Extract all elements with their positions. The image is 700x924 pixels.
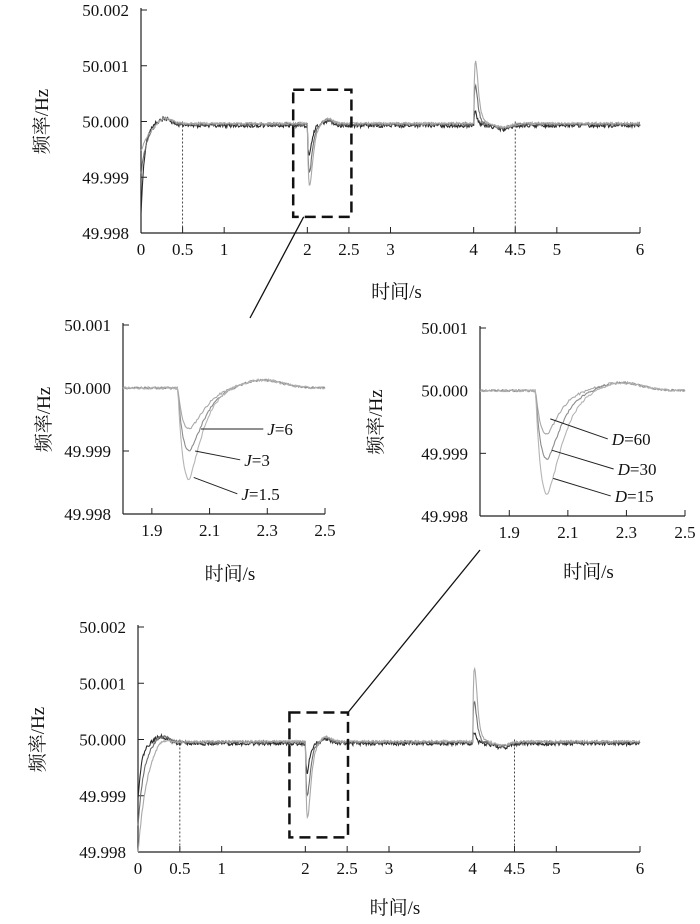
y-tick-label: 49.998: [64, 505, 111, 524]
zoom-connector-lines: [250, 217, 480, 713]
x-tick-label: 5: [552, 240, 562, 259]
y-tick-label: 49.998: [79, 843, 126, 862]
zoom-box: [293, 90, 351, 217]
y-tick-label: 49.999: [82, 168, 129, 188]
x-tick-label: 4.5: [503, 859, 526, 878]
x-tick-label: 2.5: [314, 521, 336, 540]
series-line: [138, 702, 640, 826]
annotation-label: J=6: [267, 419, 293, 439]
series-line: [123, 379, 325, 451]
y-tick-label: 49.999: [64, 442, 111, 461]
x-tick-label: 2.5: [336, 859, 358, 878]
series-line: [141, 86, 640, 174]
y-axis-label: 频率/Hz: [28, 706, 49, 773]
x-tick-label: 2.5: [338, 240, 360, 259]
annotation-leader: [550, 419, 608, 439]
y-tick-label: 49.998: [82, 224, 129, 243]
x-tick-label: 4.5: [504, 240, 526, 259]
y-tick-label: 50.001: [64, 316, 111, 335]
x-tick-label: 3: [384, 859, 394, 878]
x-tick-label: 4: [469, 240, 478, 259]
y-axis-label: 频率/Hz: [34, 386, 55, 453]
x-axis-label: 时间/s: [204, 564, 256, 585]
annotation-label: D=15: [614, 486, 654, 506]
annotation-label: D=30: [617, 460, 657, 479]
annotation-leader: [194, 477, 238, 493]
y-tick-label: 50.000: [64, 379, 111, 398]
annotation-leader: [195, 451, 240, 460]
x-tick-label: 2: [303, 240, 312, 259]
x-tick-label: 0.5: [169, 859, 191, 878]
annotation-label: D=60: [611, 429, 651, 449]
x-tick-label: 0: [136, 240, 146, 259]
x-tick-label: 1: [219, 240, 229, 259]
mid-left-chart: [33, 316, 336, 585]
y-tick-label: 50.002: [79, 618, 126, 637]
x-tick-label: 6: [635, 859, 645, 878]
x-axis-label: 时间/s: [563, 562, 614, 583]
y-tick-label: 50.000: [421, 381, 468, 401]
y-tick-label: 50.001: [82, 56, 129, 76]
y-tick-label: 50.002: [82, 1, 129, 20]
bottom-chart: [27, 618, 644, 919]
y-axis-label: 频率/Hz: [366, 389, 387, 455]
x-tick-label: 0.5: [171, 240, 194, 259]
x-tick-label: 2: [301, 859, 310, 878]
top-chart: [31, 1, 644, 303]
y-tick-label: 50.001: [421, 319, 468, 338]
series-line: [138, 669, 640, 852]
y-tick-label: 49.998: [421, 507, 468, 526]
annotation-leader: [553, 478, 611, 496]
series-line: [480, 382, 685, 459]
annotation-label: J=3: [244, 450, 270, 470]
annotation-leader: [552, 450, 614, 469]
annotation-label: J=1.5: [241, 484, 280, 504]
x-tick-label: 2.5: [674, 523, 696, 542]
y-tick-label: 50.000: [82, 112, 129, 132]
mid-right-chart: [365, 319, 696, 583]
y-tick-label: 49.999: [421, 444, 468, 464]
x-tick-label: 2.1: [557, 523, 579, 542]
x-tick-label: 5: [552, 859, 561, 878]
y-tick-label: 50.000: [79, 730, 126, 750]
y-tick-label: 50.001: [79, 674, 126, 694]
x-tick-label: 2.3: [615, 523, 638, 542]
x-axis-label: 时间/s: [369, 898, 421, 919]
x-tick-label: 1.9: [498, 523, 520, 542]
y-tick-label: 49.999: [79, 786, 126, 806]
x-tick-label: 3: [386, 240, 395, 259]
x-tick-label: 0: [133, 859, 143, 878]
x-tick-label: 6: [635, 240, 645, 259]
series-line: [141, 111, 640, 213]
x-axis-label: 时间/s: [371, 282, 422, 303]
series-line: [141, 61, 640, 185]
x-tick-label: 4: [468, 859, 477, 878]
connector-bottom: [348, 550, 480, 713]
x-tick-label: 2.3: [256, 521, 278, 540]
y-axis-label: 频率/Hz: [32, 88, 53, 155]
connector-top: [250, 217, 304, 318]
x-tick-label: 1: [217, 859, 226, 878]
x-tick-label: 1.9: [141, 521, 163, 540]
x-tick-label: 2.1: [198, 521, 221, 540]
zoom-box: [289, 713, 348, 838]
